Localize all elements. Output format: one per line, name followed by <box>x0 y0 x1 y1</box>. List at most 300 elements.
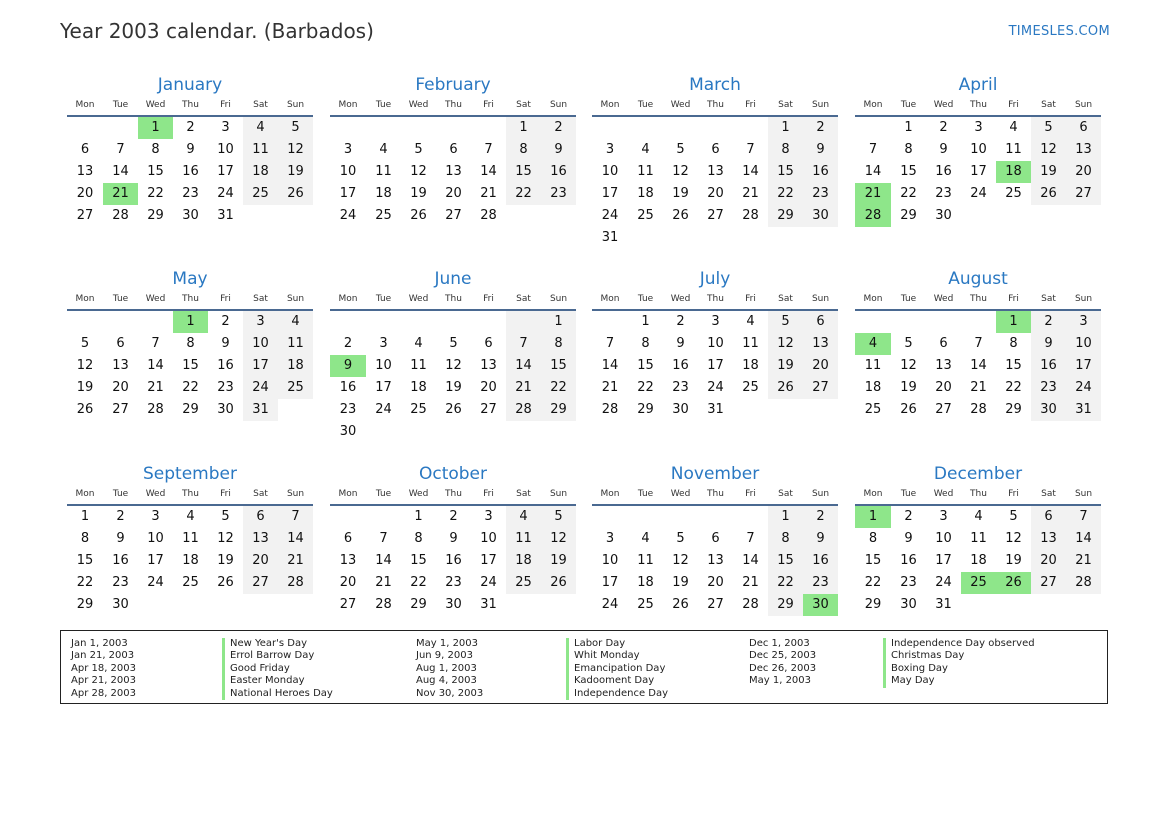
day-cell[interactable]: 30 <box>900 597 917 612</box>
day-cell[interactable]: 9 <box>186 142 195 157</box>
day-cell[interactable]: 13 <box>707 164 724 179</box>
day-cell[interactable]: 20 <box>803 355 838 377</box>
day-cell[interactable]: 28 <box>601 402 619 417</box>
holiday-day-cell[interactable]: 30 <box>803 594 838 616</box>
day-cell[interactable]: 4 <box>641 531 650 546</box>
day-cell[interactable]: 28 <box>506 399 541 421</box>
day-cell[interactable]: 27 <box>935 402 952 417</box>
day-cell[interactable]: 22 <box>864 575 882 590</box>
day-cell[interactable]: 5 <box>541 506 576 528</box>
day-cell[interactable]: 23 <box>112 575 129 590</box>
day-cell[interactable]: 12 <box>1005 531 1022 546</box>
day-cell[interactable]: 14 <box>970 358 987 373</box>
day-cell[interactable]: 8 <box>80 531 90 546</box>
day-cell[interactable]: 3 <box>711 314 720 329</box>
day-cell[interactable]: 18 <box>637 186 654 201</box>
day-cell[interactable]: 24 <box>935 575 952 590</box>
day-cell[interactable]: 10 <box>375 358 392 373</box>
day-cell[interactable]: 5 <box>221 509 230 524</box>
day-cell[interactable]: 2 <box>186 120 195 135</box>
day-cell[interactable]: 21 <box>742 575 759 590</box>
day-cell[interactable]: 4 <box>1009 120 1018 135</box>
day-cell[interactable]: 9 <box>449 531 458 546</box>
holiday-day-cell[interactable]: 4 <box>855 333 891 355</box>
day-cell[interactable]: 1 <box>904 120 913 135</box>
day-cell[interactable]: 23 <box>339 402 357 417</box>
day-cell[interactable]: 10 <box>480 531 497 546</box>
day-cell[interactable]: 20 <box>112 380 129 395</box>
day-cell[interactable]: 19 <box>410 186 427 201</box>
day-cell[interactable]: 5 <box>904 336 913 351</box>
day-cell[interactable]: 4 <box>186 509 195 524</box>
day-cell[interactable]: 7 <box>278 506 313 528</box>
day-cell[interactable]: 1 <box>768 117 803 139</box>
day-cell[interactable]: 20 <box>1031 550 1066 572</box>
day-cell[interactable]: 17 <box>480 553 497 568</box>
day-cell[interactable]: 6 <box>243 506 278 528</box>
day-cell[interactable]: 25 <box>1005 186 1022 201</box>
day-cell[interactable]: 18 <box>506 550 541 572</box>
day-cell[interactable]: 21 <box>278 550 313 572</box>
day-cell[interactable]: 4 <box>746 314 755 329</box>
day-cell[interactable]: 28 <box>147 402 164 417</box>
day-cell[interactable]: 20 <box>935 380 952 395</box>
day-cell[interactable]: 2 <box>343 336 353 351</box>
day-cell[interactable]: 10 <box>1066 333 1101 355</box>
day-cell[interactable]: 7 <box>1066 506 1101 528</box>
day-cell[interactable]: 11 <box>243 139 278 161</box>
day-cell[interactable]: 16 <box>900 553 917 568</box>
day-cell[interactable]: 28 <box>375 597 392 612</box>
day-cell[interactable]: 30 <box>445 597 462 612</box>
day-cell[interactable]: 27 <box>339 597 357 612</box>
day-cell[interactable]: 8 <box>641 336 650 351</box>
day-cell[interactable]: 20 <box>480 380 497 395</box>
day-cell[interactable]: 23 <box>445 575 462 590</box>
day-cell[interactable]: 25 <box>864 402 882 417</box>
day-cell[interactable]: 12 <box>76 358 94 373</box>
day-cell[interactable]: 3 <box>605 142 615 157</box>
day-cell[interactable]: 13 <box>707 553 724 568</box>
day-cell[interactable]: 29 <box>410 597 427 612</box>
day-cell[interactable]: 18 <box>243 161 278 183</box>
day-cell[interactable]: 15 <box>541 355 576 377</box>
day-cell[interactable]: 6 <box>711 531 720 546</box>
day-cell[interactable]: 17 <box>601 575 619 590</box>
day-cell[interactable]: 5 <box>676 531 685 546</box>
day-cell[interactable]: 19 <box>541 550 576 572</box>
day-cell[interactable]: 18 <box>864 380 882 395</box>
day-cell[interactable]: 4 <box>414 336 423 351</box>
day-cell[interactable]: 24 <box>375 402 392 417</box>
day-cell[interactable]: 14 <box>375 553 392 568</box>
day-cell[interactable]: 2 <box>449 509 458 524</box>
day-cell[interactable]: 29 <box>182 402 199 417</box>
day-cell[interactable]: 29 <box>864 597 882 612</box>
day-cell[interactable]: 22 <box>637 380 654 395</box>
day-cell[interactable]: 18 <box>182 553 199 568</box>
day-cell[interactable]: 24 <box>1066 377 1101 399</box>
day-cell[interactable]: 7 <box>379 531 388 546</box>
day-cell[interactable]: 31 <box>1066 399 1101 421</box>
day-cell[interactable]: 8 <box>506 139 541 161</box>
day-cell[interactable]: 13 <box>480 358 497 373</box>
day-cell[interactable]: 11 <box>1005 142 1022 157</box>
day-cell[interactable]: 12 <box>1031 139 1066 161</box>
day-cell[interactable]: 16 <box>803 161 838 183</box>
day-cell[interactable]: 2 <box>803 117 838 139</box>
day-cell[interactable]: 24 <box>601 208 619 223</box>
day-cell[interactable]: 2 <box>939 120 948 135</box>
day-cell[interactable]: 20 <box>445 186 462 201</box>
day-cell[interactable]: 13 <box>112 358 129 373</box>
day-cell[interactable]: 12 <box>541 528 576 550</box>
day-cell[interactable]: 25 <box>742 380 759 395</box>
day-cell[interactable]: 7 <box>506 333 541 355</box>
day-cell[interactable]: 3 <box>343 142 353 157</box>
day-cell[interactable]: 7 <box>746 142 755 157</box>
day-cell[interactable]: 20 <box>707 186 724 201</box>
day-cell[interactable]: 14 <box>506 355 541 377</box>
day-cell[interactable]: 31 <box>707 402 724 417</box>
day-cell[interactable]: 28 <box>1066 572 1101 594</box>
day-cell[interactable]: 15 <box>768 161 803 183</box>
day-cell[interactable]: 19 <box>672 186 689 201</box>
day-cell[interactable]: 22 <box>410 575 427 590</box>
day-cell[interactable]: 30 <box>672 402 689 417</box>
day-cell[interactable]: 26 <box>445 402 462 417</box>
day-cell[interactable]: 18 <box>375 186 392 201</box>
day-cell[interactable]: 13 <box>339 553 357 568</box>
day-cell[interactable]: 8 <box>151 142 160 157</box>
day-cell[interactable]: 16 <box>217 358 234 373</box>
day-cell[interactable]: 30 <box>803 205 838 227</box>
day-cell[interactable]: 17 <box>147 553 164 568</box>
day-cell[interactable]: 15 <box>637 358 654 373</box>
day-cell[interactable]: 10 <box>935 531 952 546</box>
day-cell[interactable]: 18 <box>742 358 759 373</box>
day-cell[interactable]: 12 <box>278 139 313 161</box>
day-cell[interactable]: 17 <box>707 358 724 373</box>
holiday-day-cell[interactable]: 21 <box>855 183 891 205</box>
day-cell[interactable]: 25 <box>375 208 392 223</box>
day-cell[interactable]: 16 <box>182 164 199 179</box>
day-cell[interactable]: 1 <box>768 506 803 528</box>
day-cell[interactable]: 29 <box>541 399 576 421</box>
day-cell[interactable]: 17 <box>1066 355 1101 377</box>
day-cell[interactable]: 3 <box>243 311 278 333</box>
day-cell[interactable]: 11 <box>864 358 882 373</box>
day-cell[interactable]: 16 <box>339 380 357 395</box>
day-cell[interactable]: 15 <box>900 164 917 179</box>
holiday-day-cell[interactable]: 1 <box>996 311 1031 333</box>
day-cell[interactable]: 29 <box>147 208 164 223</box>
holiday-day-cell[interactable]: 28 <box>855 205 891 227</box>
day-cell[interactable]: 21 <box>970 380 987 395</box>
day-cell[interactable]: 26 <box>541 572 576 594</box>
day-cell[interactable]: 30 <box>182 208 199 223</box>
day-cell[interactable]: 17 <box>339 186 357 201</box>
day-cell[interactable]: 22 <box>147 186 164 201</box>
day-cell[interactable]: 7 <box>116 142 125 157</box>
day-cell[interactable]: 9 <box>904 531 913 546</box>
day-cell[interactable]: 13 <box>935 358 952 373</box>
day-cell[interactable]: 23 <box>217 380 234 395</box>
day-cell[interactable]: 15 <box>410 553 427 568</box>
day-cell[interactable]: 22 <box>506 183 541 205</box>
day-cell[interactable]: 7 <box>746 531 755 546</box>
day-cell[interactable]: 26 <box>1031 183 1066 205</box>
day-cell[interactable]: 20 <box>1066 161 1101 183</box>
day-cell[interactable]: 29 <box>900 208 917 223</box>
day-cell[interactable]: 19 <box>672 575 689 590</box>
day-cell[interactable]: 23 <box>803 572 838 594</box>
day-cell[interactable]: 27 <box>480 402 497 417</box>
day-cell[interactable]: 6 <box>484 336 493 351</box>
day-cell[interactable]: 23 <box>935 186 952 201</box>
day-cell[interactable]: 20 <box>339 575 357 590</box>
holiday-day-cell[interactable]: 1 <box>855 506 891 528</box>
day-cell[interactable]: 4 <box>506 506 541 528</box>
day-cell[interactable]: 6 <box>80 142 90 157</box>
day-cell[interactable]: 13 <box>76 164 94 179</box>
holiday-day-cell[interactable]: 21 <box>103 183 138 205</box>
day-cell[interactable]: 9 <box>803 139 838 161</box>
day-cell[interactable]: 1 <box>414 509 423 524</box>
day-cell[interactable]: 10 <box>707 336 724 351</box>
day-cell[interactable]: 7 <box>484 142 493 157</box>
day-cell[interactable]: 9 <box>221 336 230 351</box>
day-cell[interactable]: 22 <box>76 575 94 590</box>
day-cell[interactable]: 19 <box>900 380 917 395</box>
holiday-day-cell[interactable]: 1 <box>173 311 208 333</box>
day-cell[interactable]: 21 <box>742 186 759 201</box>
day-cell[interactable]: 17 <box>970 164 987 179</box>
day-cell[interactable]: 22 <box>768 572 803 594</box>
day-cell[interactable]: 25 <box>506 572 541 594</box>
day-cell[interactable]: 11 <box>742 336 759 351</box>
day-cell[interactable]: 14 <box>112 164 129 179</box>
day-cell[interactable]: 11 <box>182 531 199 546</box>
day-cell[interactable]: 26 <box>900 402 917 417</box>
day-cell[interactable]: 6 <box>939 336 948 351</box>
day-cell[interactable]: 3 <box>221 120 230 135</box>
day-cell[interactable]: 13 <box>803 333 838 355</box>
holiday-day-cell[interactable]: 26 <box>996 572 1031 594</box>
day-cell[interactable]: 16 <box>541 161 576 183</box>
day-cell[interactable]: 10 <box>339 164 357 179</box>
day-cell[interactable]: 17 <box>243 355 278 377</box>
day-cell[interactable]: 29 <box>76 597 94 612</box>
day-cell[interactable]: 19 <box>768 355 803 377</box>
day-cell[interactable]: 25 <box>243 183 278 205</box>
day-cell[interactable]: 31 <box>243 399 278 421</box>
day-cell[interactable]: 28 <box>480 208 497 223</box>
day-cell[interactable]: 4 <box>379 142 388 157</box>
day-cell[interactable]: 22 <box>182 380 199 395</box>
day-cell[interactable]: 11 <box>970 531 987 546</box>
day-cell[interactable]: 16 <box>935 164 952 179</box>
day-cell[interactable]: 8 <box>868 531 878 546</box>
day-cell[interactable]: 6 <box>116 336 125 351</box>
day-cell[interactable]: 29 <box>768 594 803 616</box>
day-cell[interactable]: 9 <box>116 531 125 546</box>
day-cell[interactable]: 14 <box>601 358 619 373</box>
day-cell[interactable]: 18 <box>970 553 987 568</box>
day-cell[interactable]: 11 <box>278 333 313 355</box>
day-cell[interactable]: 22 <box>1005 380 1022 395</box>
day-cell[interactable]: 8 <box>541 333 576 355</box>
day-cell[interactable]: 16 <box>112 553 129 568</box>
day-cell[interactable]: 9 <box>1031 333 1066 355</box>
day-cell[interactable]: 3 <box>939 509 948 524</box>
day-cell[interactable]: 5 <box>1009 509 1018 524</box>
day-cell[interactable]: 16 <box>672 358 689 373</box>
day-cell[interactable]: 7 <box>868 142 878 157</box>
day-cell[interactable]: 19 <box>1031 161 1066 183</box>
day-cell[interactable]: 24 <box>339 208 357 223</box>
day-cell[interactable]: 25 <box>637 597 654 612</box>
day-cell[interactable]: 16 <box>445 553 462 568</box>
day-cell[interactable]: 11 <box>637 553 654 568</box>
day-cell[interactable]: 24 <box>217 186 234 201</box>
day-cell[interactable]: 21 <box>506 377 541 399</box>
day-cell[interactable]: 12 <box>445 358 462 373</box>
day-cell[interactable]: 31 <box>935 597 952 612</box>
day-cell[interactable]: 9 <box>803 528 838 550</box>
day-cell[interactable]: 19 <box>278 161 313 183</box>
day-cell[interactable]: 27 <box>112 402 129 417</box>
day-cell[interactable]: 14 <box>742 553 759 568</box>
day-cell[interactable]: 2 <box>1031 311 1066 333</box>
day-cell[interactable]: 5 <box>414 142 423 157</box>
day-cell[interactable]: 28 <box>112 208 129 223</box>
day-cell[interactable]: 11 <box>410 358 427 373</box>
day-cell[interactable]: 5 <box>676 142 685 157</box>
day-cell[interactable]: 3 <box>151 509 160 524</box>
day-cell[interactable]: 2 <box>803 506 838 528</box>
day-cell[interactable]: 17 <box>375 380 392 395</box>
day-cell[interactable]: 12 <box>768 333 803 355</box>
day-cell[interactable]: 28 <box>970 402 987 417</box>
day-cell[interactable]: 16 <box>1031 355 1066 377</box>
day-cell[interactable]: 24 <box>243 377 278 399</box>
day-cell[interactable]: 25 <box>278 377 313 399</box>
day-cell[interactable]: 22 <box>900 186 917 201</box>
day-cell[interactable]: 31 <box>480 597 497 612</box>
day-cell[interactable]: 11 <box>506 528 541 550</box>
day-cell[interactable]: 26 <box>672 208 689 223</box>
day-cell[interactable]: 2 <box>676 314 685 329</box>
day-cell[interactable]: 4 <box>243 117 278 139</box>
day-cell[interactable]: 23 <box>541 183 576 205</box>
day-cell[interactable]: 5 <box>1031 117 1066 139</box>
day-cell[interactable]: 13 <box>445 164 462 179</box>
day-cell[interactable]: 1 <box>80 509 90 524</box>
day-cell[interactable]: 30 <box>935 208 952 223</box>
day-cell[interactable]: 6 <box>1031 506 1066 528</box>
day-cell[interactable]: 8 <box>904 142 913 157</box>
day-cell[interactable]: 28 <box>278 572 313 594</box>
day-cell[interactable]: 27 <box>243 572 278 594</box>
day-cell[interactable]: 26 <box>672 597 689 612</box>
day-cell[interactable]: 12 <box>672 164 689 179</box>
day-cell[interactable]: 8 <box>1009 336 1018 351</box>
day-cell[interactable]: 15 <box>76 553 94 568</box>
day-cell[interactable]: 10 <box>147 531 164 546</box>
day-cell[interactable]: 12 <box>217 531 234 546</box>
day-cell[interactable]: 16 <box>803 550 838 572</box>
day-cell[interactable]: 27 <box>803 377 838 399</box>
day-cell[interactable]: 17 <box>935 553 952 568</box>
site-link[interactable]: TIMESLES.COM <box>1008 24 1110 39</box>
day-cell[interactable]: 14 <box>864 164 882 179</box>
day-cell[interactable]: 6 <box>1066 117 1101 139</box>
day-cell[interactable]: 4 <box>974 509 983 524</box>
day-cell[interactable]: 26 <box>410 208 427 223</box>
day-cell[interactable]: 17 <box>601 186 619 201</box>
day-cell[interactable]: 2 <box>221 314 230 329</box>
day-cell[interactable]: 29 <box>768 205 803 227</box>
day-cell[interactable]: 13 <box>1066 139 1101 161</box>
day-cell[interactable]: 9 <box>676 336 685 351</box>
day-cell[interactable]: 26 <box>76 402 94 417</box>
day-cell[interactable]: 1 <box>506 117 541 139</box>
day-cell[interactable]: 24 <box>147 575 164 590</box>
day-cell[interactable]: 15 <box>506 161 541 183</box>
day-cell[interactable]: 13 <box>1031 528 1066 550</box>
day-cell[interactable]: 27 <box>76 208 94 223</box>
day-cell[interactable]: 18 <box>637 575 654 590</box>
day-cell[interactable]: 15 <box>768 550 803 572</box>
holiday-day-cell[interactable]: 25 <box>961 572 996 594</box>
day-cell[interactable]: 2 <box>116 509 125 524</box>
day-cell[interactable]: 15 <box>147 164 164 179</box>
day-cell[interactable]: 1 <box>641 314 650 329</box>
day-cell[interactable]: 20 <box>76 186 94 201</box>
day-cell[interactable]: 19 <box>1005 553 1022 568</box>
day-cell[interactable]: 12 <box>900 358 917 373</box>
day-cell[interactable]: 6 <box>343 531 353 546</box>
day-cell[interactable]: 10 <box>601 164 619 179</box>
day-cell[interactable]: 20 <box>243 550 278 572</box>
day-cell[interactable]: 25 <box>182 575 199 590</box>
day-cell[interactable]: 22 <box>541 377 576 399</box>
day-cell[interactable]: 14 <box>1066 528 1101 550</box>
day-cell[interactable]: 14 <box>742 164 759 179</box>
day-cell[interactable]: 2 <box>541 117 576 139</box>
day-cell[interactable]: 30 <box>217 402 234 417</box>
day-cell[interactable]: 23 <box>900 575 917 590</box>
day-cell[interactable]: 26 <box>768 377 803 399</box>
day-cell[interactable]: 24 <box>601 597 619 612</box>
day-cell[interactable]: 24 <box>970 186 987 201</box>
day-cell[interactable]: 1 <box>541 311 576 333</box>
day-cell[interactable]: 29 <box>1005 402 1022 417</box>
day-cell[interactable]: 5 <box>768 311 803 333</box>
day-cell[interactable]: 10 <box>217 142 234 157</box>
day-cell[interactable]: 8 <box>768 139 803 161</box>
day-cell[interactable]: 31 <box>601 230 619 245</box>
day-cell[interactable]: 12 <box>672 553 689 568</box>
day-cell[interactable]: 14 <box>480 164 497 179</box>
day-cell[interactable]: 5 <box>449 336 458 351</box>
day-cell[interactable]: 3 <box>974 120 983 135</box>
day-cell[interactable]: 11 <box>637 164 654 179</box>
day-cell[interactable]: 6 <box>449 142 458 157</box>
day-cell[interactable]: 22 <box>768 183 803 205</box>
day-cell[interactable]: 9 <box>939 142 948 157</box>
